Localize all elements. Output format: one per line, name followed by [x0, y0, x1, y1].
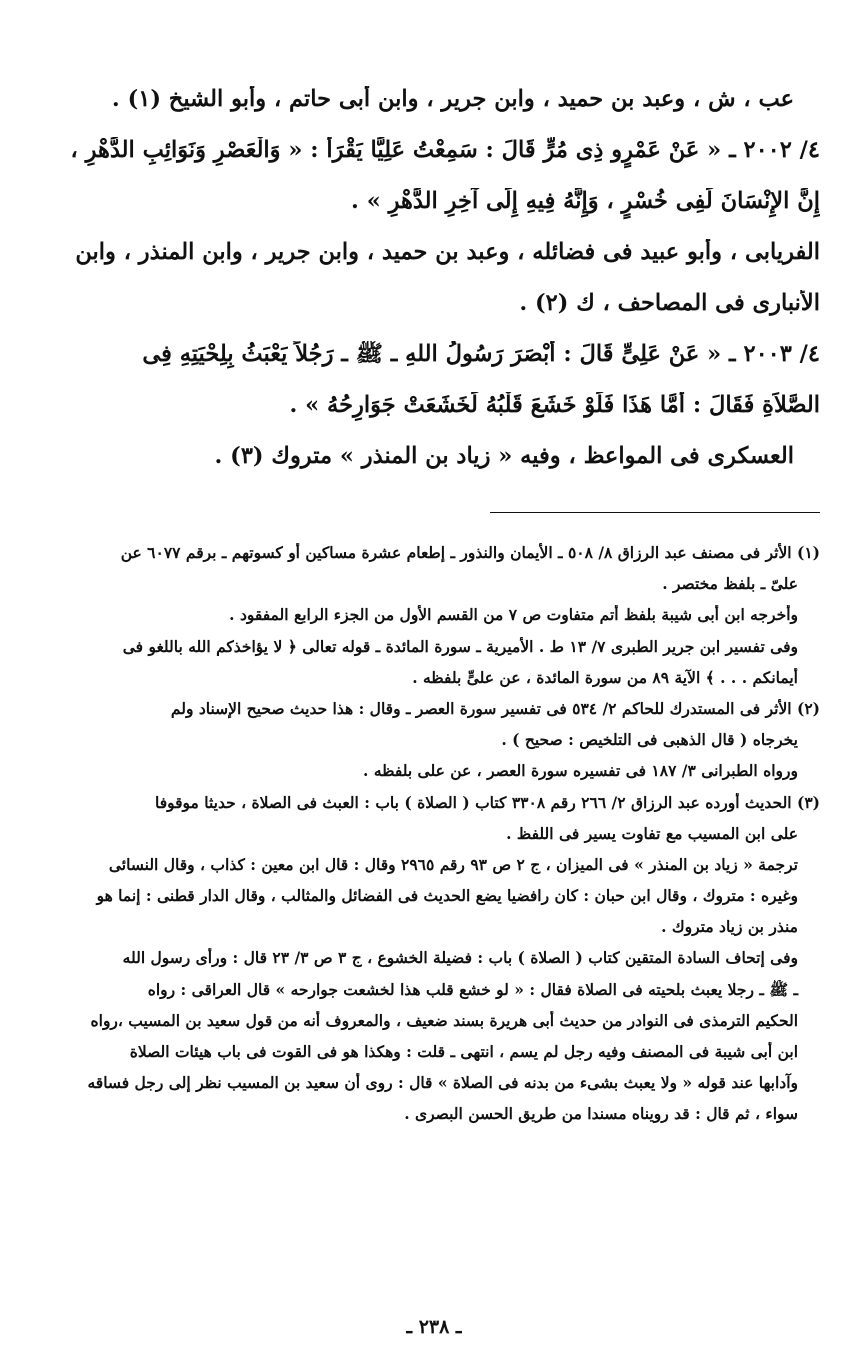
footnote-line: وفى إتحاف السادة المتقين كتاب ( الصلاة ) باب : فضيلة الخشوع ، ج ٣ ص ٣/ ٢٣ قال : ورأى رسول الله — [122, 948, 798, 968]
footnote-line: ابن أبى شيبة فى المصنف وفيه رجل لم يسم ، انتهى ـ قلت : وهكذا هو فى القوت فى باب هيئات الصلاة — [129, 1042, 798, 1061]
footnote-line: على ابن المسيب مع تفاوت يسير فى اللفظ . — [506, 823, 798, 843]
footnotes — [48, 543, 820, 1136]
footnote-separator — [490, 512, 820, 513]
footnote-line: وغيره : متروك ، وقال ابن حبان : كان رافضيا يضع الحديث فى الفضائل والمثالب ، وقال الدار قطنى : إنما هو — [96, 886, 798, 906]
footnote-line: ورواه الطبرانى ٣/ ١٨٧ فى تفسيره سورة العصر ، عن على بلفظه . — [363, 761, 798, 781]
main-line: العسكرى فى المواعظ ، وفيه « زياد بن المنذر » متروك (٣) . — [214, 443, 794, 469]
main-line: ٤/ ٢٠٠٢ ـ « عَنْ عَمْرٍو ذِى مُرٍّ قَالَ : سَمِعْتُ عَلِيًّا يَقْرَأُ : « وَالْعَصْرِ وَنَوَائِبِ الدَّهْرِ ، — [70, 137, 820, 163]
footnote-line: ترجمة « زياد بن المنذر » فى الميزان ، ج ٢ ص ٩٣ رقم ٢٩٦٥ وقال : قال ابن معين : كذاب ، وقال النسائى — [108, 854, 798, 874]
footnote-line: علىّ ـ بلفظ مختصر . — [662, 574, 798, 594]
footnote-line: يخرجاه ( قال الذهبى فى التلخيص : صحيح ) . — [501, 730, 798, 750]
page-number: ـ ٢٣٨ ـ — [406, 1316, 462, 1338]
footnote-line: وأخرجه ابن أبى شيبة بلفظ أتم متفاوت ص ٧ من القسم الأول من الجزء الرابع المفقود . — [229, 605, 798, 625]
footnote-line: وآدابها عند قوله « ولا يعبث بشىء من بدنه فى الصلاة » قال : روى أن سعيد بن المسيب نظر إلى رجل فساقه — [87, 1073, 798, 1093]
main-line: الفريابى ، وأبو عبيد فى فضائله ، وعبد بن حميد ، وابن جرير ، وابن المنذر ، وابن — [75, 239, 820, 265]
footnote-line: (٢) الأثر فى المستدرك للحاكم ٢/ ٥٣٤ فى تفسير سورة العصر ـ وقال : هذا حديث صحيح الإسناد ولم — [170, 698, 820, 718]
main-line: الأنبارى فى المصاحف ، ك (٢) . — [519, 290, 820, 316]
footnote-line: أيمانكم . . . ﴾ الآية ٨٩ من سورة المائدة ، عن علىٍّ بلفظه . — [412, 667, 798, 687]
main-text — [48, 86, 820, 494]
main-line: الصَّلاَةِ فَقَالَ : أَمَّا هَذَا فَلَوْ خَشَعَ قَلْبُهُ لَخَشَعَتْ جَوَارِحُهُ » . — [289, 392, 820, 418]
footnote-line: (٣) الحديث أورده عبد الرزاق ٢/ ٢٦٦ رقم ٣٣٠٨ كتاب ( الصلاة ) باب : العبث فى الصلاة ، حديثا موقوفا — [154, 792, 820, 812]
footnote-line: وفى تفسير ابن جرير الطبرى ٧/ ١٣ ط . الأميرية ـ سورة المائدة ـ قوله تعالى ﴿ لا يؤاخذكم الله باللغو فى — [122, 636, 798, 656]
footnote-line: (١) الأثر فى مصنف عبد الرزاق ٨/ ٥٠٨ ـ الأيمان والنذور ـ إطعام عشرة مساكين أو كسوتهم ـ برقم ٦٠٧٧ عن — [120, 543, 820, 562]
footnote-line: الحكيم الترمذى فى النوادر من حديث أبى هريرة بسند ضعيف ، والمعروف أنه من قول سعيد بن المسيب ،رواه — [90, 1010, 798, 1030]
footnote-line: سواء ، ثم قال : قد رويناه مسندا من طريق الحسن البصرى . — [404, 1104, 798, 1124]
main-line: إِنَّ الإِنْسَانَ لَفِى خُسْرٍ ، وَإِنَّهُ فِيهِ إِلَى آخِرِ الدَّهْرِ » . — [351, 188, 820, 214]
footnote-line: ـ ﷺ ـ رجلا يعبث بلحيته فى الصلاة فقال : « لو خشع قلب هذا لخشعت جوارحه » قال العراقى : رواه — [147, 979, 798, 999]
footnote-line: منذر بن زياد متروك . — [661, 917, 798, 937]
main-line: عب ، ش ، وعبد بن حميد ، وابن جرير ، وابن أبى حاتم ، وأبو الشيخ (١) . — [111, 86, 794, 112]
main-line: ٤/ ٢٠٠٣ ـ « عَنْ عَلِىٍّ قَالَ : أَبْصَرَ رَسُولُ اللهِ ـ ﷺ ـ رَجُلاً يَعْبَثُ بِلِحْيَتِهِ فِى — [142, 341, 820, 367]
